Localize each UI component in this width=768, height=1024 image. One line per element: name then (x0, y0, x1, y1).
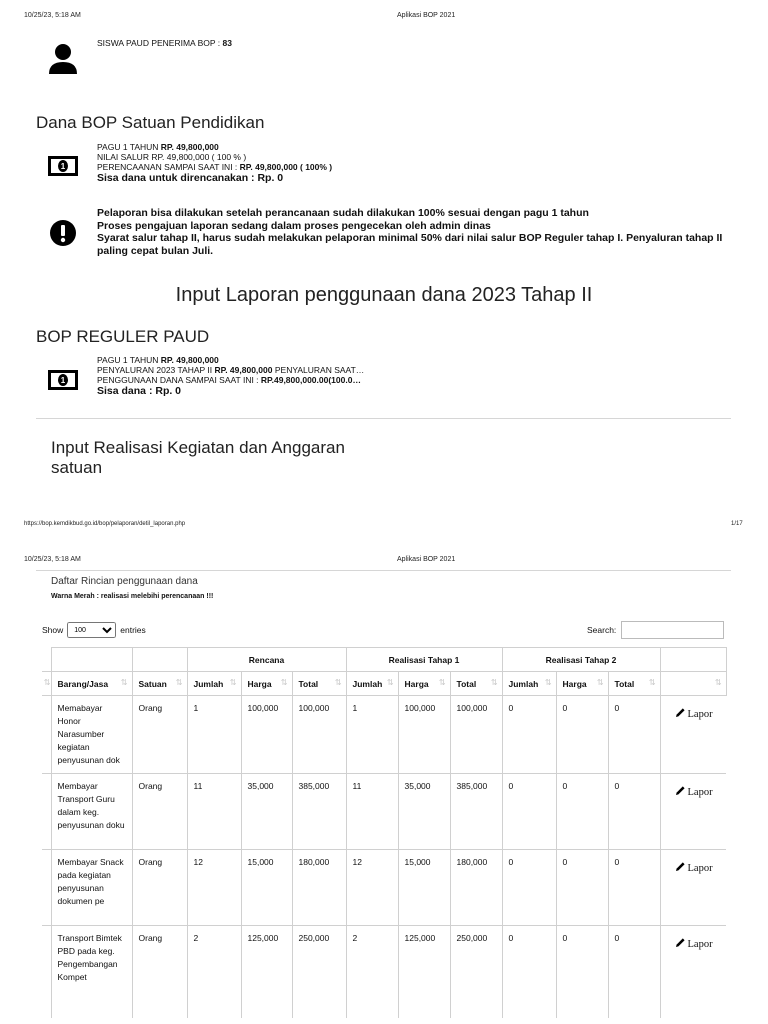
warna-note: Warna Merah : realisasi melebihi perencanaan !!! (51, 593, 214, 600)
table-row: Membayar Transport Guru dalam keg. penyusunan doku Orang 11 35,000 385,000 11 35,000 385,000 0 0 0 Lapor (42, 774, 726, 850)
pencil-icon (675, 707, 686, 722)
dana-sisa: Sisa dana untuk direncanakan : Rp. 0 (97, 172, 284, 184)
search-label: Search: (587, 625, 617, 635)
group-header-tahap1: Realisasi Tahap 1 (346, 648, 502, 672)
col-t1-jumlah[interactable]: Jumlah ⇅ (346, 672, 398, 696)
lapor-button[interactable]: Lapor (675, 785, 723, 800)
col-r-harga[interactable]: Harga ⇅ (241, 672, 292, 696)
reguler-sisa: Sisa dana : Rp. 0 (97, 385, 182, 397)
print-footer-url: https://bop.kemdikbud.go.id/bop/pelaporan/detil_laporan.php (24, 521, 186, 527)
siswa-count: 83 (222, 38, 232, 48)
siswa-count-line (97, 38, 232, 48)
print-timestamp: 10/25/23, 5:18 AM (24, 12, 81, 19)
notice-line-1: Pelaporan bisa dilakukan setelah perancanaan sudah dilakukan 100% sesuai dengan pagu 1 tahun (97, 207, 589, 219)
col-action[interactable]: ⇅ (660, 672, 726, 696)
print-page-number: 1/17 (731, 521, 743, 527)
notice-line-2: Proses pengajuan laporan sedang dalam proses pengecekan oleh admin dinas (97, 219, 491, 232)
daftar-title: Daftar Rincian penggunaan dana (51, 576, 198, 587)
print-timestamp: 10/25/23, 5:18 AM (24, 556, 81, 563)
pencil-icon (675, 937, 686, 952)
user-icon (48, 43, 78, 75)
col-t2-jumlah[interactable]: Jumlah ⇅ (502, 672, 556, 696)
show-entries: Show 100 entries (42, 622, 146, 638)
col-t1-harga[interactable]: Harga ⇅ (398, 672, 450, 696)
group-header-rencana: Rencana (187, 648, 346, 672)
entries-select[interactable] (67, 622, 116, 638)
search-box (587, 621, 724, 639)
lapor-button[interactable]: Lapor (675, 861, 723, 876)
notice-box (97, 207, 727, 257)
search-input[interactable] (621, 621, 724, 639)
svg-text:1: 1 (60, 162, 66, 171)
header-divider (36, 570, 731, 571)
print-app-title: Aplikasi BOP 2021 (397, 12, 456, 19)
lapor-button[interactable]: Lapor (675, 707, 723, 722)
col-r-total[interactable]: Total ⇅ (292, 672, 346, 696)
col-satuan[interactable]: Satuan ⇅ (132, 672, 187, 696)
print-app-title: Aplikasi BOP 2021 (397, 556, 456, 563)
dana-details: PAGU 1 TAHUN RP. 49,800,000 NILAI SALUR RP. 49,800,000 ( 100 % ) PERENCAANAN SAMPAI SAAT INI : RP. 49,800,000 ( 100% ) Sisa dana untuk direncanakan : Rp. 0 (97, 142, 333, 184)
col-t2-harga[interactable]: Harga ⇅ (556, 672, 608, 696)
siswa-label: SISWA PAUD PENERIMA BOP : (97, 38, 221, 48)
col-barang[interactable]: Barang/Jasa ⇅ (51, 672, 132, 696)
group-header-tahap2: Realisasi Tahap 2 (502, 648, 660, 672)
pencil-icon (675, 785, 686, 800)
lapor-button[interactable]: Lapor (675, 937, 723, 952)
dana-title: Dana BOP Satuan Pendidikan (36, 113, 265, 132)
exclamation-icon (50, 220, 76, 246)
money-bill-icon (48, 156, 78, 176)
reguler-details: PAGU 1 TAHUN RP. 49,800,000 PENYALURAN 2023 TAHAP II RP. 49,800,000 PENYALURAN SAAT… PENGGUNAAN DANA SAMPAI SAAT INI : RP.49,800,000.00(100.0… Sisa dana : Rp. 0 (97, 355, 365, 397)
table-row: Membayar Snack pada kegiatan penyusunan dokumen pe Orang 12 15,000 180,000 12 15,000 180,000 0 0 0 Lapor (42, 850, 726, 926)
sort-col-first[interactable]: ⇅ (42, 672, 51, 696)
col-r-jumlah[interactable]: Jumlah ⇅ (187, 672, 241, 696)
col-t1-total[interactable]: Total ⇅ (450, 672, 502, 696)
section-divider (36, 418, 731, 419)
realisasi-title: Input Realisasi Kegiatan dan Anggaran satuan (51, 438, 345, 477)
svg-text:1: 1 (60, 376, 66, 385)
pencil-icon (675, 861, 686, 876)
col-t2-total[interactable]: Total ⇅ (608, 672, 660, 696)
input-laporan-title: Input Laporan penggunaan dana 2023 Tahap II (175, 284, 593, 306)
reguler-title: BOP REGULER PAUD (36, 327, 210, 346)
money-bill-icon (48, 370, 78, 390)
rincian-table (42, 647, 727, 1018)
table-row: Memabayar Honor Narasumber kegiatan penyusunan dok Orang 1 100,000 100,000 1 100,000 100,000 0 0 0 Lapor (42, 696, 726, 774)
notice-line-3: Syarat salur tahap II, harus sudah melakukan pelaporan minimal 50% dari nilai salur BOP Reguler tahap I. Penyaluran tahap II paling cepat bulan Juli. (97, 232, 723, 257)
table-row: Transport Bimtek PBD pada keg. Pengembangan Kompet Orang 2 125,000 250,000 2 125,000 250,000 0 0 0 Lapor (42, 926, 726, 1019)
